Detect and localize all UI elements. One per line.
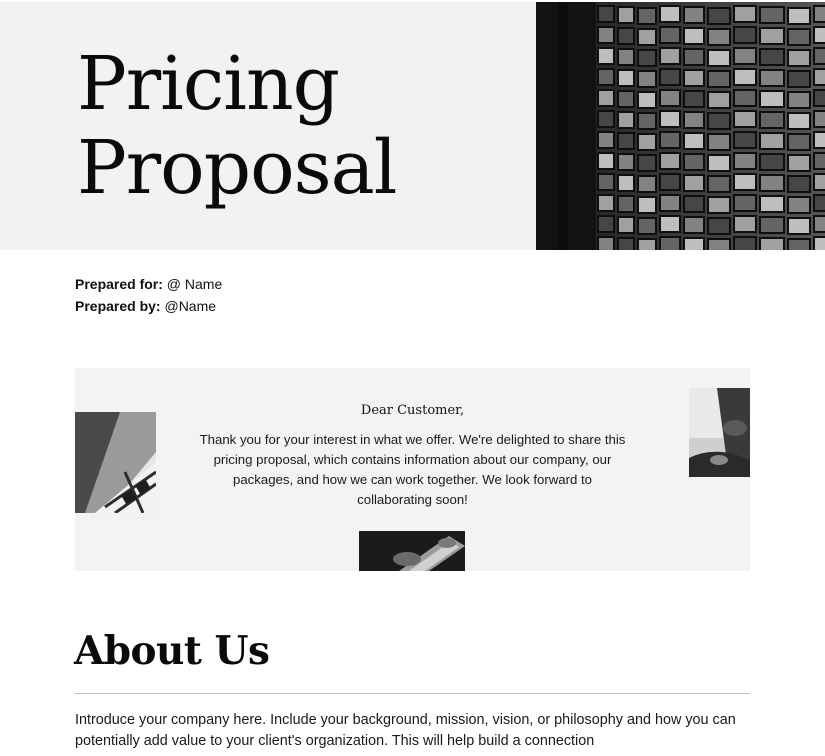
page-title [77,42,396,210]
letter-body: Thank you for your interest in what we offer. We're delighted to share this pricing proposal, which contains information about our company, our packages, and how we can work together. We look forward to collaborating soon! [199,432,626,507]
letter-greeting: Dear Customer, [360,403,465,418]
letter-panel [75,368,750,571]
people-meeting-photo [689,388,750,477]
title-line-2: Proposal [77,125,397,211]
prepared-for-line [75,273,222,295]
prepared-by-line [75,295,222,317]
section-divider [75,693,750,694]
prepared-for-value: @ Name [162,276,223,292]
about-heading: About Us [74,628,270,674]
prepared-by-value: @Name [160,298,217,314]
title-line-1: Pricing [77,41,339,127]
prepared-info [75,273,222,317]
building-angle-photo [75,412,156,513]
about-body: Introduce your company here. Include your background, mission, vision, or philosophy and how you can potentially add value to your client's organization. This will help build a connection [75,712,736,749]
hero-header [0,2,825,250]
laptop-typing-photo [359,531,465,571]
prepared-by-label: Prepared by: [75,298,161,314]
skyscraper-photo [536,2,825,250]
prepared-for-label: Prepared for: [75,276,163,292]
